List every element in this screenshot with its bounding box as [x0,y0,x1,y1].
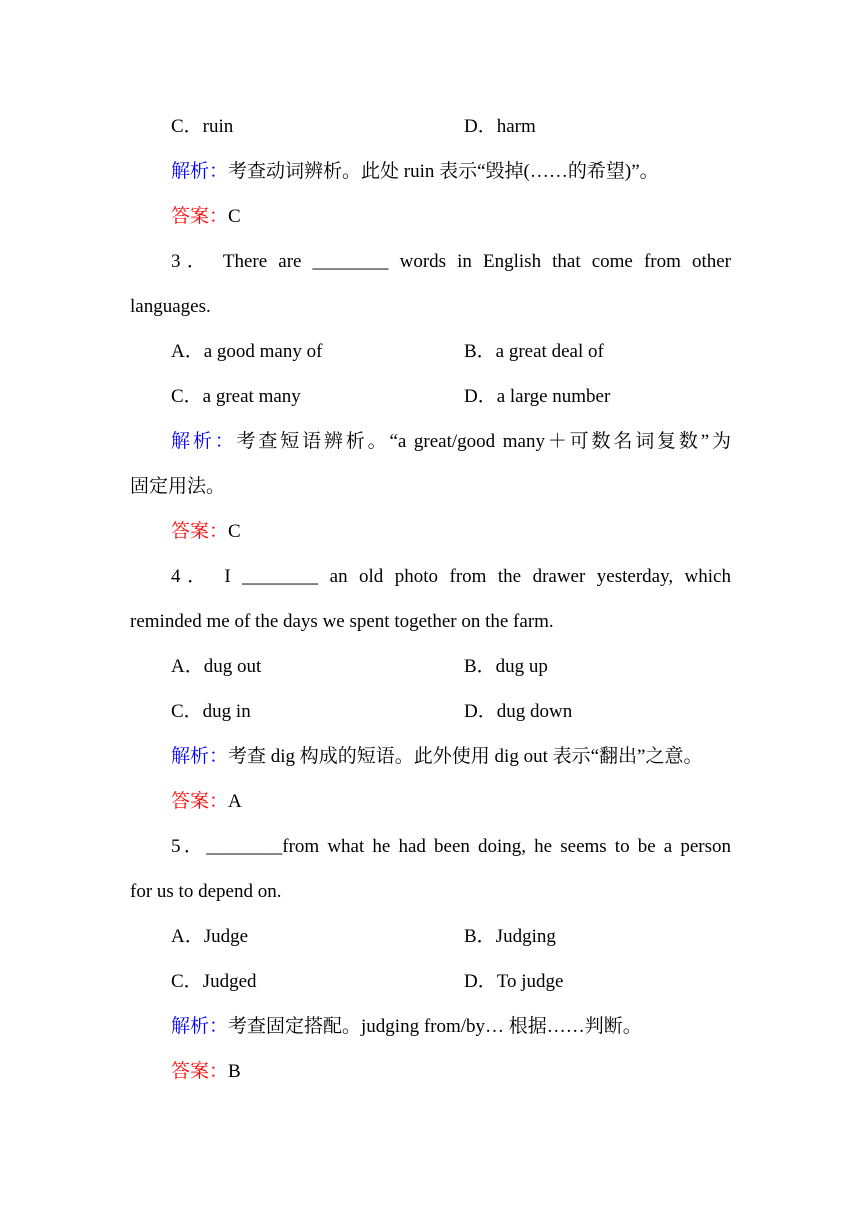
q5-option-d: D．To judge [464,971,564,992]
answer-label: 答案： [171,791,229,812]
q3-option-a: A．a good many of [171,341,323,362]
answer-label: 答案： [171,206,229,227]
answer-value: B [228,1061,241,1082]
q4-stem-line2: reminded me of the days we spent together on the farm. [130,611,554,632]
q3-answer [171,520,241,544]
answer-value: C [228,206,241,227]
q4-option-a: A．dug out [171,656,262,677]
analysis-label: 解析： [171,431,237,452]
analysis-text: 考查动词辨析。此处 ruin 表示“毁掉(……的希望)”。 [228,161,659,182]
q5-answer [171,1060,241,1084]
q4-option-d: D．dug down [464,701,573,722]
q5-option-c: C．Judged [171,971,257,992]
q2-answer [171,205,241,229]
answer-value: A [228,791,242,812]
q5-stem-line2: for us to depend on. [130,881,282,902]
q3-analysis-line2: 固定用法。 [130,476,226,497]
q3-stem-line2: languages. [130,296,211,317]
answer-label: 答案： [171,1061,229,1082]
analysis-text: 考查固定搭配。judging from/by… 根据……判断。 [228,1016,642,1037]
q4-stem-line1: 4． I ________ an old photo from the drawer yesterday, which [171,566,731,587]
answer-value: C [228,521,241,542]
q5-option-b: B．Judging [464,926,556,947]
q3-option-b: B．a great deal of [464,341,604,362]
q3-option-c: C．a great many [171,386,301,407]
q3-stem-line1: 3． There are ________ words in English that come from other [171,251,731,272]
q4-answer [171,790,242,814]
q5-option-a: A．Judge [171,926,249,947]
analysis-label: 解析： [171,746,229,767]
q3-analysis [171,430,731,454]
q2-option-c: C．ruin [171,116,234,137]
q4-analysis [171,745,702,769]
q4-option-b: B．dug up [464,656,548,677]
q5-analysis [171,1015,642,1039]
analysis-label: 解析： [171,161,229,182]
analysis-text: 考查 dig 构成的短语。此外使用 dig out 表示“翻出”之意。 [228,746,703,767]
q3-option-d: D．a large number [464,386,611,407]
analysis-label: 解析： [171,1016,229,1037]
q4-option-c: C．dug in [171,701,251,722]
q2-analysis [171,160,659,184]
q5-stem-line1: 5．________from what he had been doing, he seems to be a person [171,836,731,857]
analysis-text: 考查短语辨析。“a great/good many＋可数名词复数”为 [236,431,731,452]
answer-label: 答案： [171,521,229,542]
q2-option-d: D．harm [464,116,536,137]
